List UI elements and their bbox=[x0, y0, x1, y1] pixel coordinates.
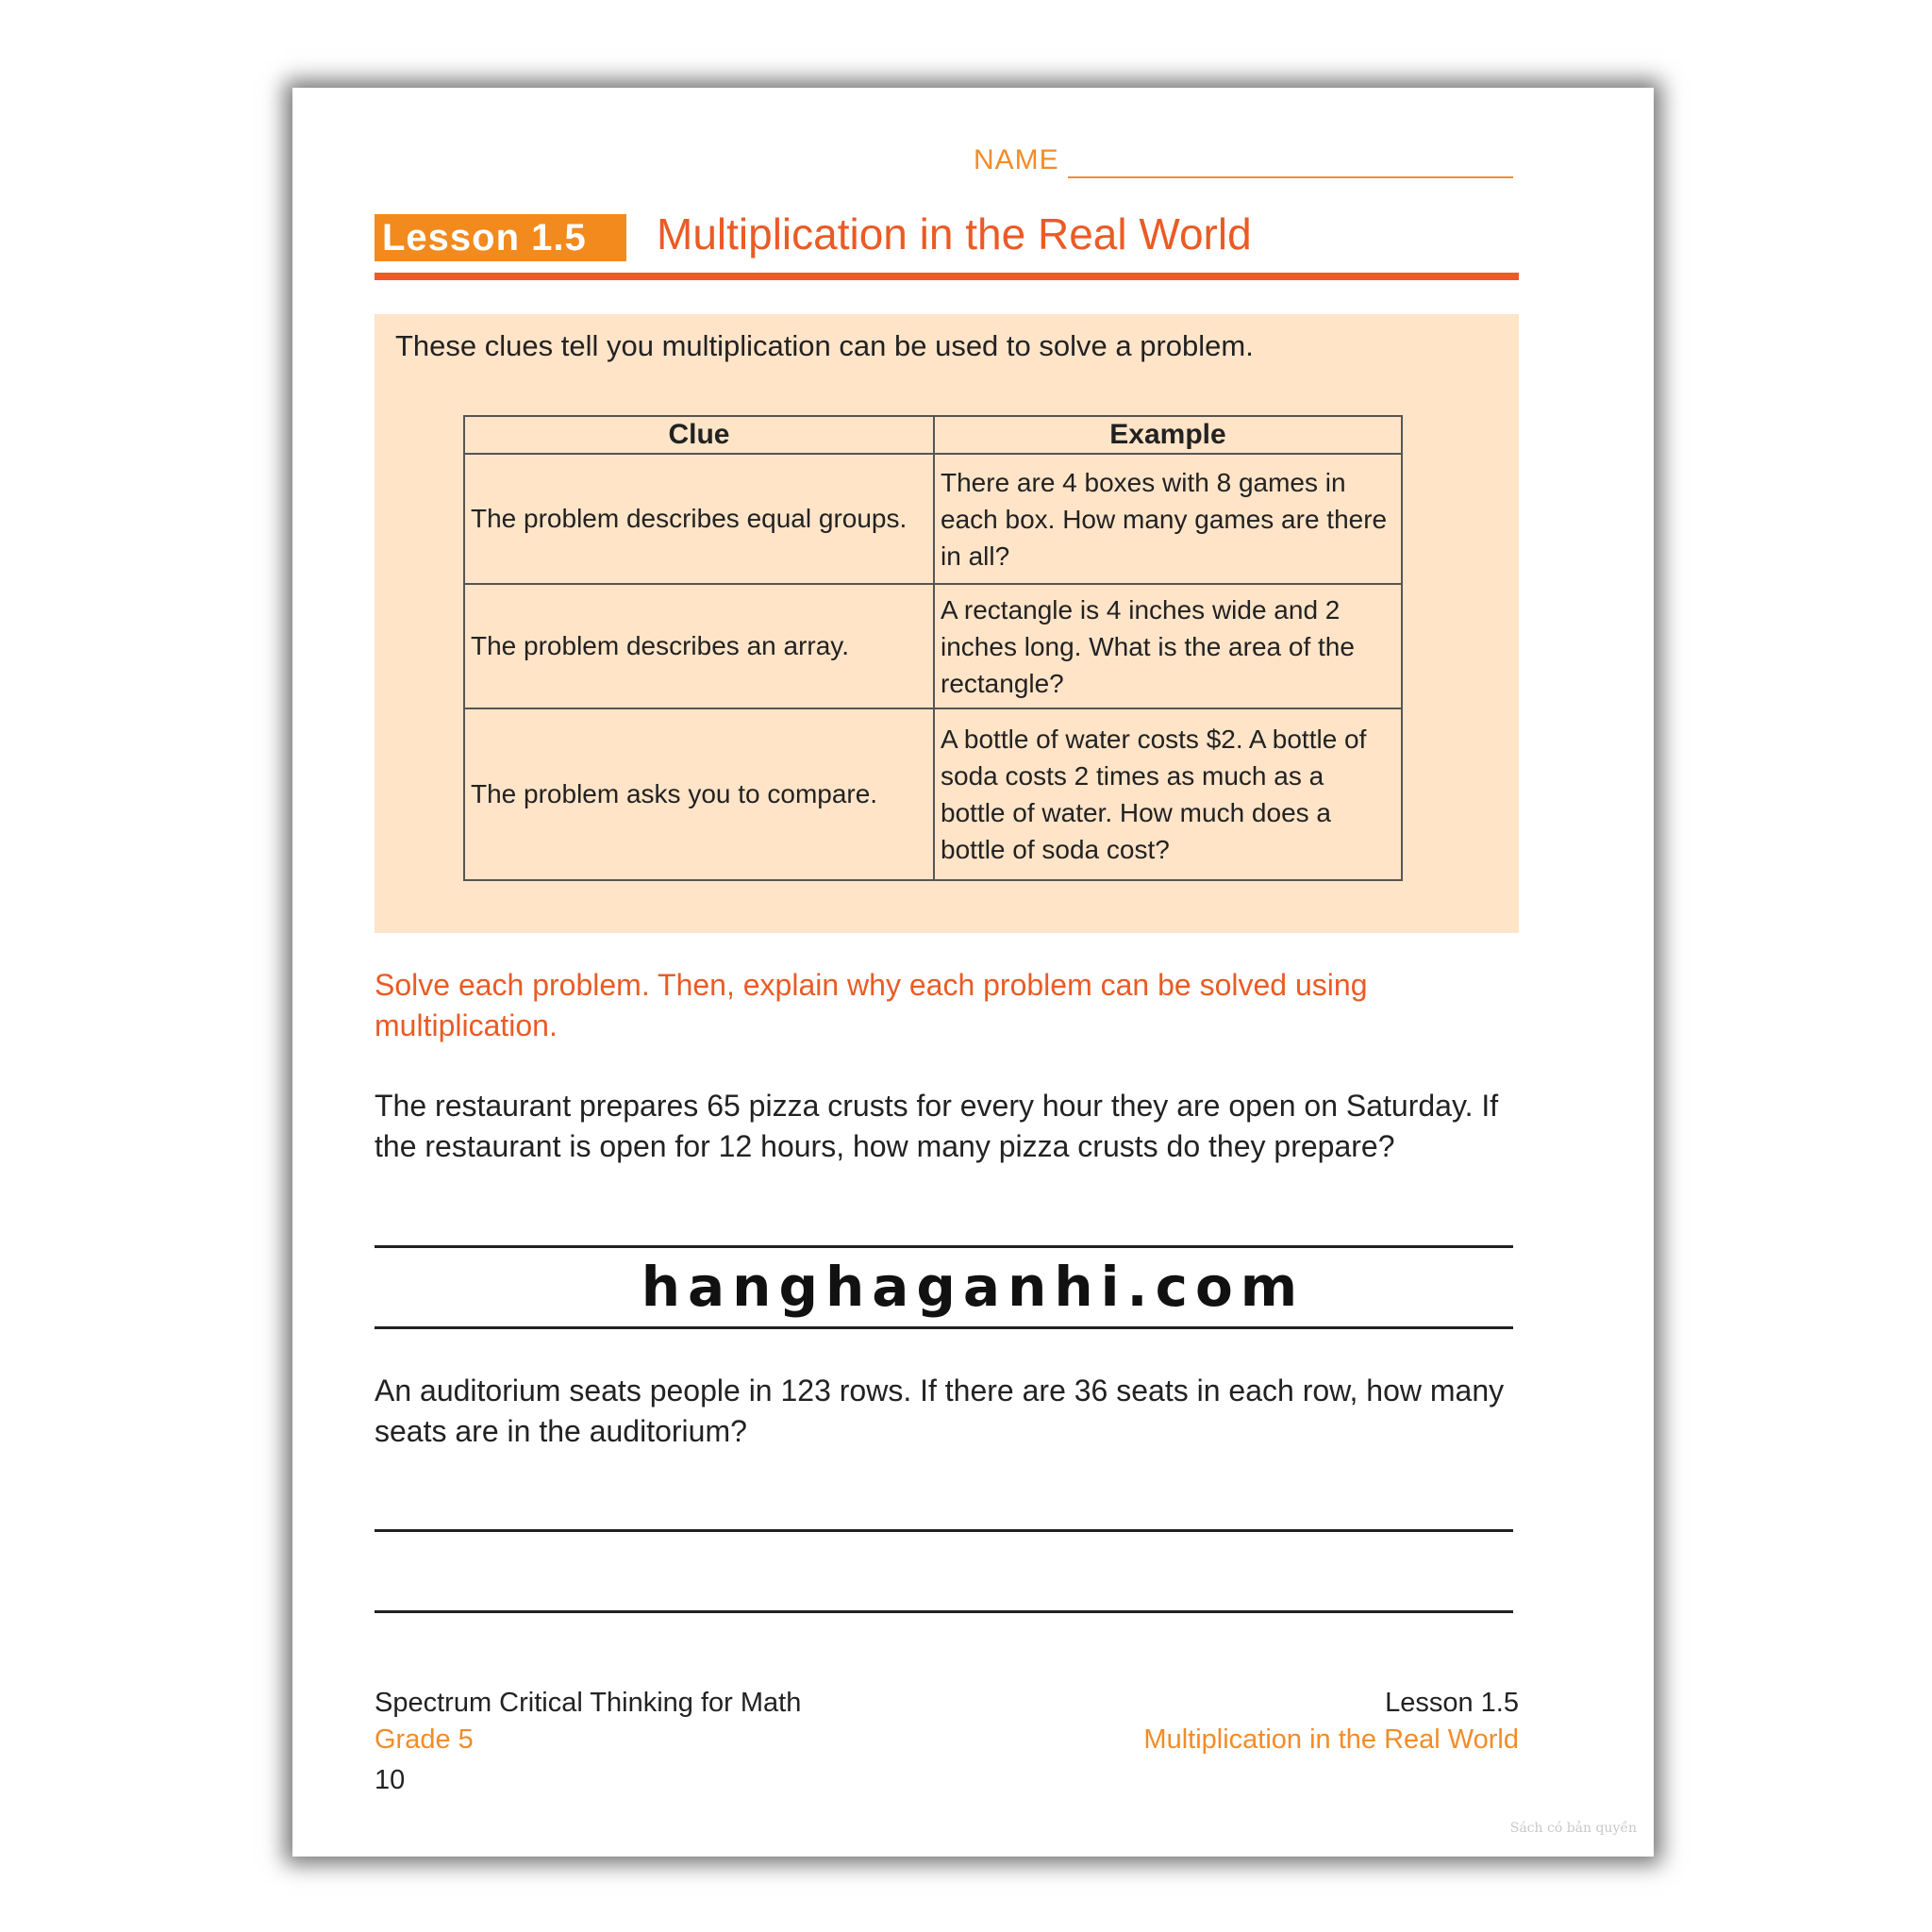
problem-2-text: An auditorium seats people in 123 rows. If there are 36 seats in each row, how many seats are in the auditorium? bbox=[375, 1374, 1505, 1448]
example-column-header: Example bbox=[934, 416, 1402, 454]
name-row bbox=[974, 144, 1521, 182]
copyright-note: Sách có bản quyền bbox=[1509, 1821, 1637, 1836]
answer-line[interactable] bbox=[375, 1529, 1513, 1532]
clue-cell: The problem describes equal groups. bbox=[464, 454, 934, 584]
name-label: NAME bbox=[974, 144, 1059, 175]
table-row bbox=[464, 454, 1402, 584]
table-row bbox=[464, 584, 1402, 708]
answer-line[interactable] bbox=[375, 1245, 1513, 1248]
clue-table-header-row bbox=[464, 416, 1402, 454]
lesson-title: Multiplication in the Real World bbox=[657, 209, 1252, 258]
clue-cell: The problem describes an array. bbox=[464, 584, 934, 708]
answer-line[interactable] bbox=[375, 1326, 1513, 1329]
clue-intro: These clues tell you multiplication can be used to solve a problem. bbox=[395, 329, 1254, 362]
clue-table bbox=[463, 415, 1403, 881]
example-cell: There are 4 boxes with 8 games in each box. How many games are there in all? bbox=[934, 454, 1402, 584]
instructions: Solve each problem. Then, explain why each problem can be solved using multiplication. bbox=[375, 968, 1368, 1042]
footer-right bbox=[1143, 1685, 1519, 1758]
watermark: hanghaganhi.com bbox=[641, 1255, 1306, 1319]
problem-1-text: The restaurant prepares 65 pizza crusts for every hour they are open on Saturday. If the restaurant is open for 12 hours, how many pizza crusts do they prepare? bbox=[375, 1089, 1499, 1163]
clue-column-header: Clue bbox=[464, 416, 934, 454]
footer-book-title: Spectrum Critical Thinking for Math bbox=[375, 1688, 802, 1718]
clue-box bbox=[375, 314, 1519, 933]
title-divider bbox=[375, 273, 1519, 280]
page-number: 10 bbox=[375, 1765, 406, 1795]
footer-lesson: Lesson 1.5 bbox=[1385, 1688, 1519, 1718]
worksheet-page bbox=[292, 88, 1654, 1857]
table-row bbox=[464, 708, 1402, 880]
example-cell: A bottle of water costs $2. A bottle of soda costs 2 times as much as a bottle of water. How much does a bottle of soda cost? bbox=[934, 708, 1402, 880]
name-write-line bbox=[1068, 176, 1513, 178]
footer-lesson-topic: Multiplication in the Real World bbox=[1143, 1724, 1519, 1755]
answer-line[interactable] bbox=[375, 1610, 1513, 1613]
lesson-badge: Lesson 1.5 bbox=[375, 214, 626, 261]
footer-grade: Grade 5 bbox=[375, 1724, 474, 1755]
example-cell: A rectangle is 4 inches wide and 2 inches long. What is the area of the rectangle? bbox=[934, 584, 1402, 708]
footer-left bbox=[375, 1685, 801, 1799]
clue-cell: The problem asks you to compare. bbox=[464, 708, 934, 880]
